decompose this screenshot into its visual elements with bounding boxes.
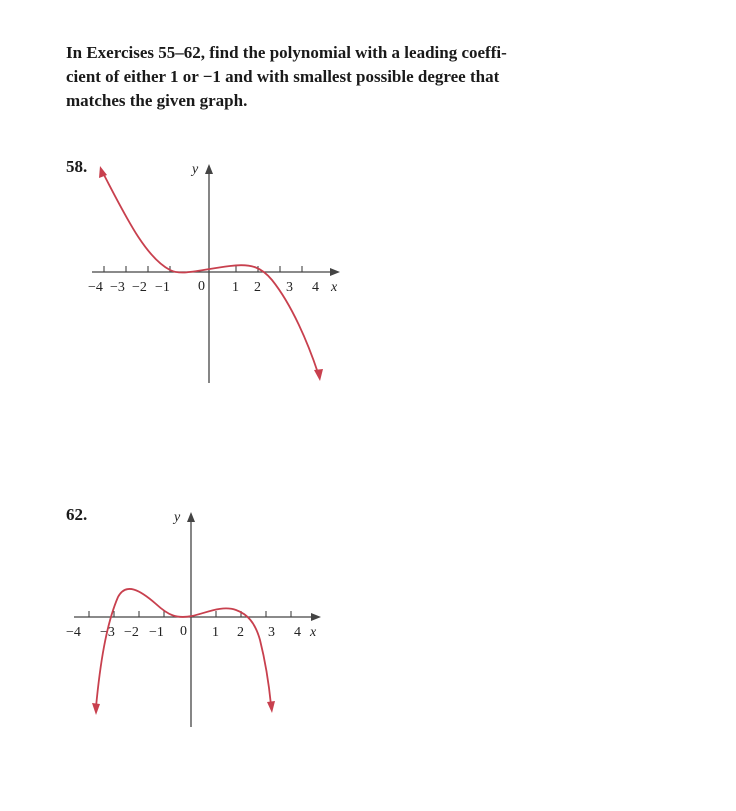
curve-arrow-down-icon	[267, 701, 275, 713]
x-tick-label: −3	[110, 280, 125, 295]
exercise-62-number: 62.	[66, 505, 88, 524]
curve-arrow-down-icon	[92, 703, 100, 715]
x-tick-label: −1	[149, 625, 164, 640]
x-tick-label: 4	[312, 280, 319, 295]
x-tick-label: 4	[294, 625, 301, 640]
origin-label: 0	[180, 624, 187, 639]
x-tick-label: 2	[254, 280, 261, 295]
x-tick-label: 1	[212, 625, 219, 640]
instructions-line-2: cient of either 1 or −1 and with smallest possible degree that	[66, 67, 500, 86]
x-tick-label: −2	[124, 625, 139, 640]
y-axis-label: y	[174, 510, 181, 525]
x-tick-label: −4	[66, 625, 81, 640]
x-tick-label: −2	[132, 280, 147, 295]
x-axis-label: x	[331, 280, 338, 295]
x-tick-label: 3	[286, 280, 293, 295]
y-axis-arrow-icon	[187, 512, 195, 522]
x-tick-label: −1	[155, 280, 170, 295]
instructions-line-3: matches the given graph.	[66, 91, 248, 110]
x-axis-arrow-icon	[311, 613, 321, 621]
x-tick-label: 2	[237, 625, 244, 640]
x-tick-label: −3	[100, 625, 115, 640]
polynomial-curve	[96, 589, 271, 707]
x-tick-label: 3	[268, 625, 275, 640]
y-axis-label: y	[192, 162, 199, 177]
origin-label: 0	[198, 279, 205, 294]
x-tick-label: 1	[232, 280, 239, 295]
exercise-58-number: 58.	[66, 157, 88, 176]
instructions-line-1: In Exercises 55–62, find the polynomial with a leading coeffi-	[66, 43, 507, 62]
x-axis-label: x	[310, 625, 317, 640]
x-tick-label: −4	[88, 280, 103, 295]
